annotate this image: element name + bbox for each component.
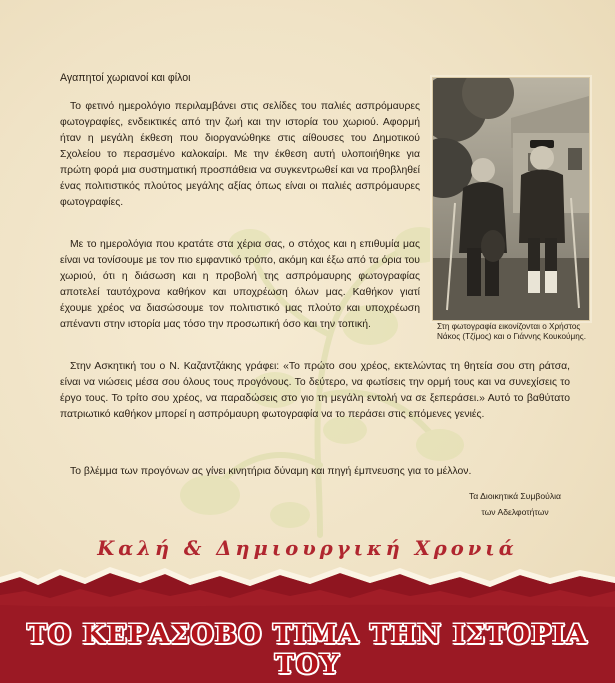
main-title: ΤΟ ΚΕΡΑΣΟΒΟ ΤΙΜΑ ΤΗΝ ΙΣΤΟΡΙΑ ΤΟΥ — [27, 620, 588, 680]
paragraph-quote: Στην Ασκητική του ο Ν. Καζαντζάκης γράφει: «Το πρώτο σου χρέος, εκτελώντας τη θητεία σου στη ράτσα, είναι να νιώσεις μέσα σου όλους τους προγόνους. Το δεύτερο, να φωτίσεις την ορμή τους και να συνεχίσεις το έργο τους. Το τρίτο σου χρέος, να παραδώσεις στο γιο τη μεγάλη εντολή να σε ξεπεράσει.» Αυτό το βαθύτατο πατριωτικό καθήκον μπορεί η ασπρόμαυρη φωτογραφία να το περάσει στις επόμενες γενιές. — [60, 361, 570, 420]
signature-line-1: Τα Διοικητικά Συμβούλια — [468, 491, 561, 501]
photo-illustration — [433, 78, 589, 320]
greeting: Αγαπητοί χωριανοί και φίλοι — [60, 72, 191, 84]
paragraph-closing: Το βλέμμα των προγόνων ας γίνει κινητήρια δύναμη και πηγή έμπνευσης για το μέλλον. — [70, 466, 472, 477]
paragraph-intro: Το φετινό ημερολόγιο περιλαμβάνει στις σελίδες του παλιές ασπρόμαυρες φωτογραφίες, ενδεικτικές από την ζωή και την ιστορία του χωριού. Αφορμή ήταν η μεγάλη έκθεση που διοργανώθηκε στις αίθουσες του Δημοτικού Σχολείου το περασμένο καλοκαίρι. Με την έκθεση αυτή υλοποιήθηκε για πρώτη φορά μια συστηματική προσπάθεια να συγκεντρωθεί και να προβληθεί ένας πολιτιστικός πλούτος μεγάλης αξίας όπως είναι οι παλιές ασπρόμαυρες φωτογραφίες. — [60, 101, 420, 208]
paragraph-goal: Με το ημερολόγια που κρατάτε στα χέρια σας, ο στόχος και η επιθυμία μας είναι να τονίσουμε με τον πιο εμφαντικό τρόπο, ακόμη και έξω από τα όρια του χωριού, ότι η διάσωση και η προβολή της ασπρόμαυρης φωτογραφίας αποτελεί ταυτόχρονα καθήκον και υποχρέωση όλων μας. Καθήκον γιατί έχουμε χρέος να διασώσουμε τον πολιτιστικό μας πλούτο και υποχρέωση απέναντι στην ιστορία μας τόσο την προσωπική όσο και την τοπική. — [60, 239, 420, 330]
photo-caption: Στη φωτογραφία εικονίζονται ο Χρήστος Νάκος (Τζίμος) και ο Γιάννης Κουκούμης. — [437, 322, 587, 342]
historic-photograph — [432, 77, 590, 321]
new-year-wish: Καλή & Δημιουργική Χρονιά — [97, 537, 518, 560]
signature-line-2: των Αδελφοτήτων — [481, 507, 549, 517]
